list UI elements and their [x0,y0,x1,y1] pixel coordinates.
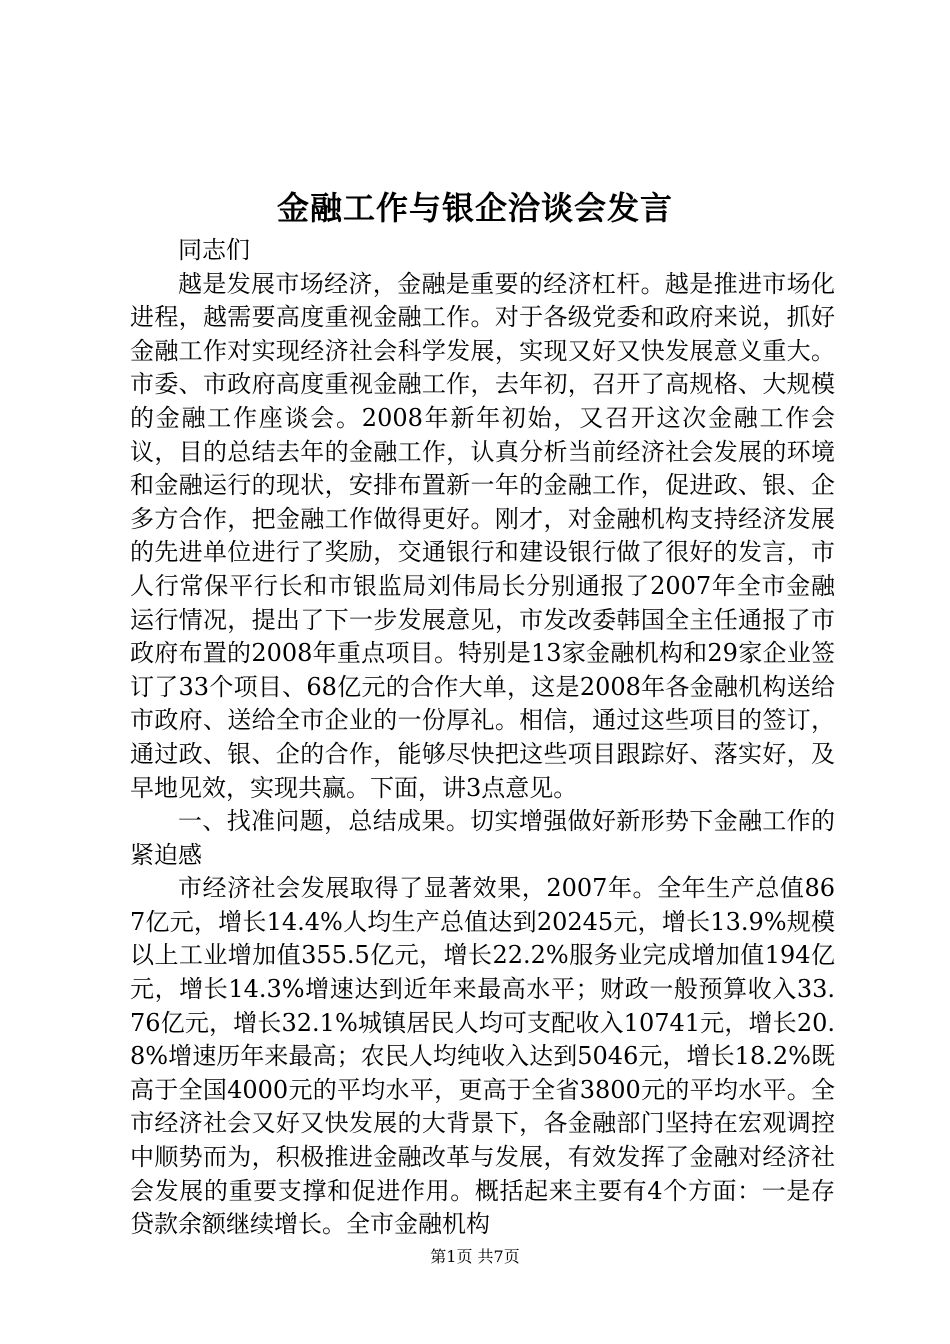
page-number-footer: 第1页 共7页 [430,1247,520,1266]
document-body [130,234,835,1242]
statistics-paragraph: 市经济社会发展取得了显著效果，2007年。全年生产总值867亿元，增长14.4%人均生产总值达到20245元，增长13.9%规模以上工业增加值355.5亿元，增长22.2%服务业完成增加值194亿元，增长14.3%增速达到近年来最高水平；财政一般预算收入33.76亿元，增长32.1%城镇居民人均可支配收入10741元，增长20.8%增速历年来最高；农民人均纯收入达到5046元，增长18.2%既高于全国4000元的平均水平，更高于全省3800元的平均水平。全市经济社会又好又快发展的大背景下，各金融部门坚持在宏观调控中顺势而为，积极推进金融改革与发展，有效发挥了金融对经济社会发展的重要支撑和促进作用。概括起来主要有4个方面：一是存贷款余额继续增长。全市金融机构 [130,874,835,1239]
salutation-paragraph: 同志们 [178,236,250,264]
section-heading-paragraph: 一、找准问题，总结成果。切实增强做好新形势下金融工作的紧迫感 [130,807,835,869]
intro-paragraph: 越是发展市场经济，金融是重要的经济杠杆。越是推进市场化进程，越需要高度重视金融工作。对于各级党委和政府来说，抓好金融工作对实现经济社会科学发展，实现又好又快发展意义重大。市委、市政府高度重视金融工作，去年初，召开了高规格、大规模的金融工作座谈会。2008年新年初始，又召开这次金融工作会议，目的总结去年的金融工作，认真分析当前经济社会发展的环境和金融运行的现状，安排布置新一年的金融工作，促进政、银、企多方合作，把金融工作做得更好。刚才，对金融机构支持经济发展的先进单位进行了奖励，交通银行和建设银行做了很好的发言，市人行常保平行长和市银监局刘伟局长分别通报了2007年全市金融运行情况，提出了下一步发展意见，市发改委韩国全主任通报了市政府布置的2008年重点项目。特别是13家金融机构和29家企业签订了33个项目、68亿元的合作大单，这是2008年各金融机构送给市政府、送给全市企业的一份厚礼。相信，通过这些项目的签订，通过政、银、企的合作，能够尽快把这些项目跟踪好、落实好，及早地见效，实现共赢。下面，讲3点意见。 [130,269,835,802]
document-title: 金融工作与银企洽谈会发言 [276,189,673,227]
